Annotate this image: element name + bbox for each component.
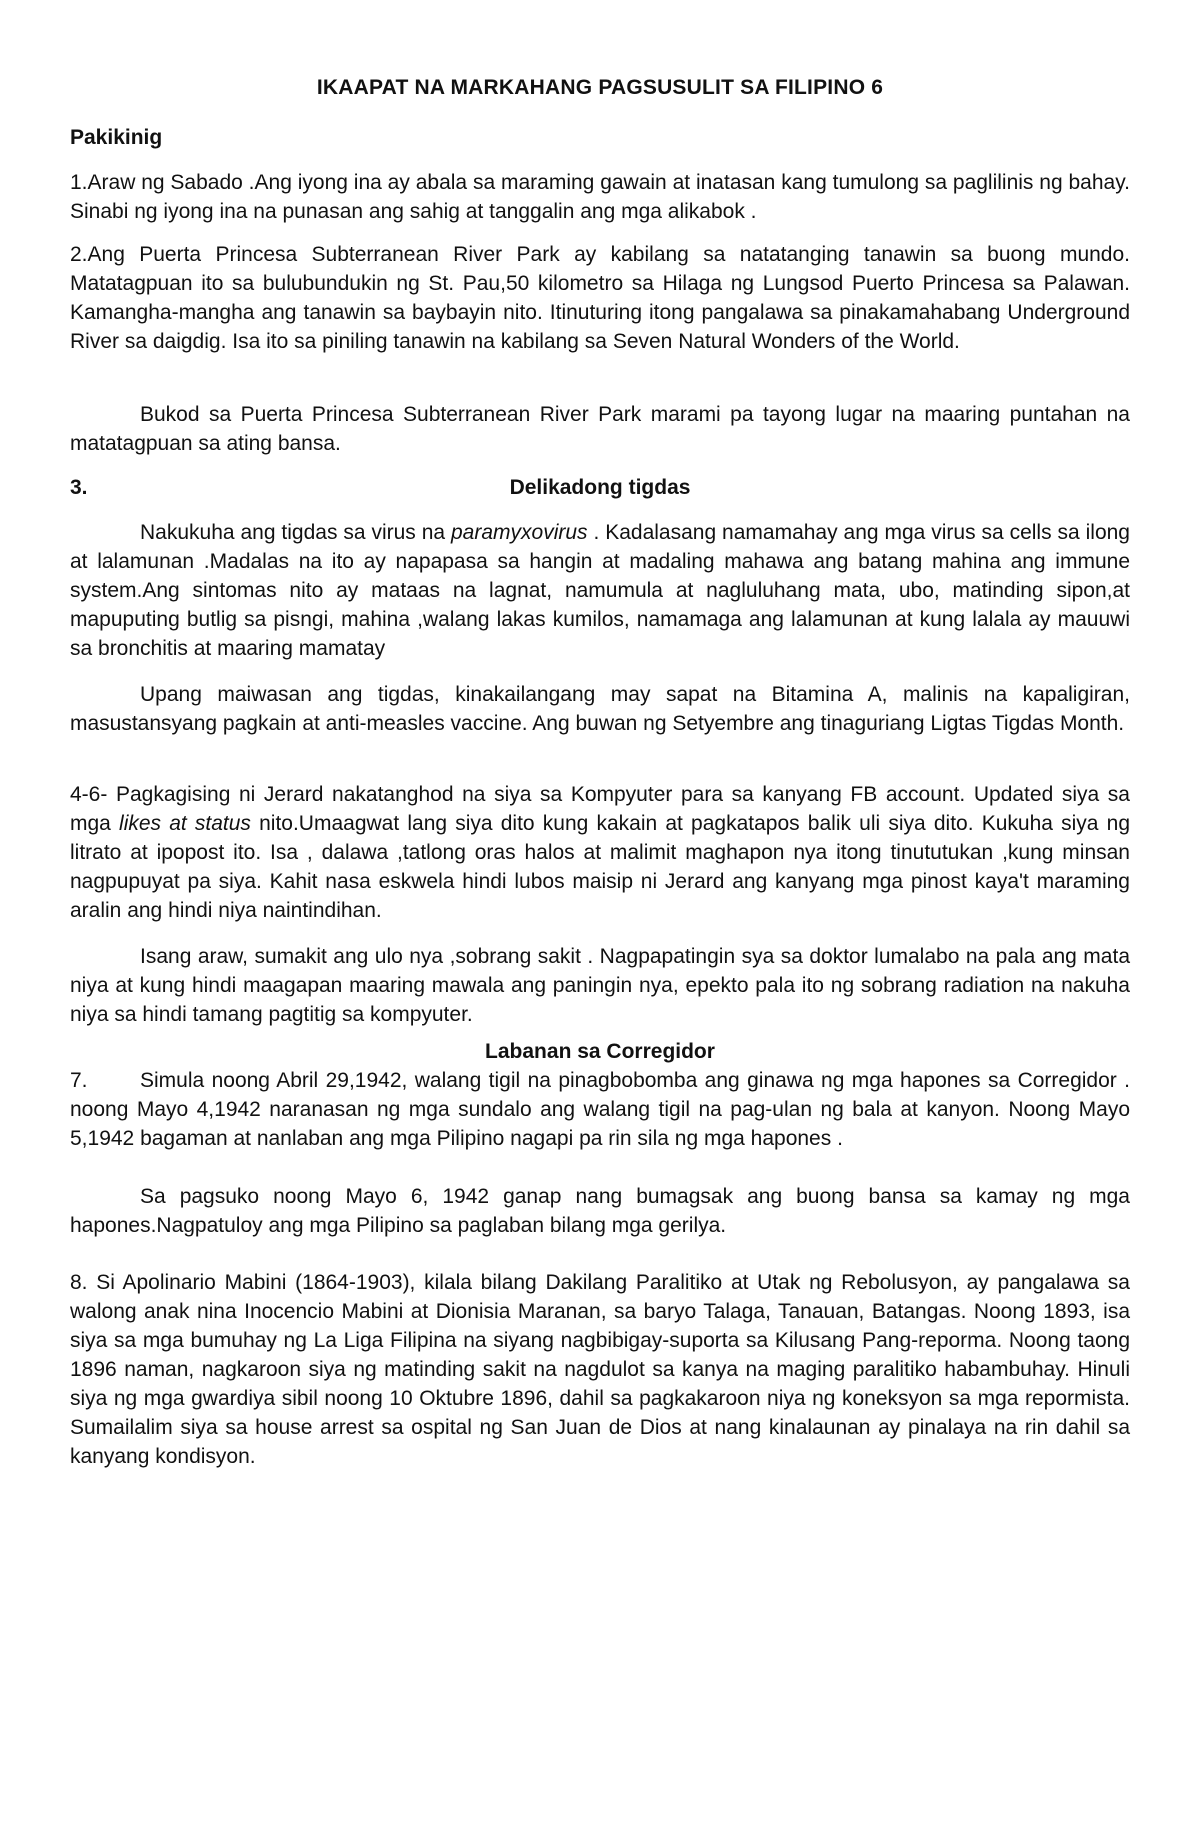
item-3-virus-name: paramyxovirus [451,521,588,544]
item-2-paragraph: 2.Ang Puerta Princesa Subterranean River Park ay kabilang sa natatanging tanawin sa buong mundo. Matatagpuan ito sa bulubundukin ng St. Pau,50 kilometro sa Hilaga ng Lungsod Puerto Princesa sa Palawan. Kamangha-mangha ang tanawin sa baybayin nito. Itinuturing itong pangalawa sa pinakamahabang Underground River sa daigdig. Isa ito sa piniling tanawin na kabilang sa Seven Natural Wonders of the World. [70,243,1130,353]
section-heading-pakikinig: Pakikinig [70,126,163,149]
item-7-paragraph-1 [70,1066,1130,1153]
item-4-6-text-a: 4-6- Pagkagising ni Jerard nakatanghod na siya sa Kompyuter para sa kanyang FB account. Updated siya sa mga [70,783,1130,835]
page-title: IKAAPAT NA MARKAHANG PAGSUSULIT SA FILIPINO 6 [316,76,884,99]
item-3-number: 3. [70,476,88,499]
item-7-number: 7. [70,1069,88,1092]
item-4-6-paragraph-1 [70,780,1130,925]
item-4-6-paragraph-2: Isang araw, sumakit ang ulo nya ,sobrang sakit . Nagpapatingin sya sa doktor lumalabo na pala ang mata niya at kung hindi maagapan maaring mawala ang paningin nya, epekto pala ito ng sobrang radiation na nakuha niya sa hindi tamang pagtitig sa kompyuter. [70,945,1130,1026]
item-4-6-italic: likes at status [119,812,251,835]
item-7-text: Simula noong Abril 29,1942, walang tigil na pinagbobomba ang ginawa ng mga hapones sa Corregidor . noong Mayo 4,1942 naranasan ng mga sundalo ang walang tigil na pag-ulan ng bala at kanyon. Noong Mayo 5,1942 bagaman at nanlaban ang mga Pilipino nagapi pa rin sila ng mga hapones . [70,1069,1130,1150]
item-3-paragraph-1 [70,518,1130,663]
item-3-paragraph-2: Upang maiwasan ang tigdas, kinakailangang may sapat na Bitamina A, malinis na kapaligiran, masustansyang pagkain at anti-measles vaccine. Ang buwan ng Setyembre ang tinaguriang Ligtas Tigdas Month. [70,683,1130,735]
item-7-heading: Labanan sa Corregidor [485,1040,715,1063]
item-1-paragraph: 1.Araw ng Sabado .Ang iyong ina ay abala sa maraming gawain at inatasan kang tumulong sa paglilinis ng bahay. Sinabi ng iyong ina na punasan ang sahig at tanggalin ang mga alikabok . [70,171,1130,223]
item-2-followup-paragraph: Bukod sa Puerta Princesa Subterranean River Park marami pa tayong lugar na maaring puntahan na matatagpuan sa ating bansa. [70,403,1130,455]
item-7-paragraph-2: Sa pagsuko noong Mayo 6, 1942 ganap nang bumagsak ang buong bansa sa kamay ng mga hapones.Nagpatuloy ang mga Pilipino sa paglaban bilang mga gerilya. [70,1185,1130,1237]
item-3-text-b: . Kadalasang namamahay ang mga virus sa cells sa ilong at lalamunan .Madalas na ito ay napapasa sa hangin at madaling mahawa ang batang mahina ang immune system.Ang sintomas nito ay mataas na lagnat, namumula at nagluluhang mata, ubo, matinding sipon,at mapuputing butlig sa pisngi, mahina ,walang lakas kumilos, namamaga ang lalamunan at kung lalala ay mauuwi sa bronchitis at maaring mamatay [70,521,1130,660]
item-3-text-a: Nakukuha ang tigdas sa virus na [140,521,451,544]
item-3-title: Delikadong tigdas [509,476,691,499]
item-8-paragraph: 8. Si Apolinario Mabini (1864-1903), kilala bilang Dakilang Paralitiko at Utak ng Rebolusyon, ay pangalawa sa walong anak nina Inocencio Mabini at Dionisia Maranan, sa baryo Talaga, Tanauan, Batangas. Noong 1893, isa siya sa mga bumuhay ng La Liga Filipina na siyang nagbibigay-suporta sa Kilusang Pang-reporma. Noong taong 1896 naman, nagkaroon siya ng matinding sakit na nagdulot sa kanya na maging paralitiko habambuhay. Hinuli siya ng mga gwardiya sibil noong 10 Oktubre 1896, dahil sa pagkakaroon niya ng koneksyon sa mga repormista. Sumailalim siya sa house arrest sa ospital ng San Juan de Dios at nang kinalaunan ay pinalaya na rin dahil sa kanyang kondisyon. [70,1271,1130,1468]
item-4-6-text-b: nito.Umaagwat lang siya dito kung kakain at pagkatapos balik uli siya dito. Kukuha siya ng litrato at ipopost ito. Isa , dalawa ,tatlong oras halos at malimit maghapon nya itong tinututukan ,kung minsan nagpupuyat pa siya. Kahit nasa eskwela hindi lubos maisip ni Jerard ang kanyang mga pinost kaya't maraming aralin ang hindi niya naintindihan. [70,812,1131,922]
